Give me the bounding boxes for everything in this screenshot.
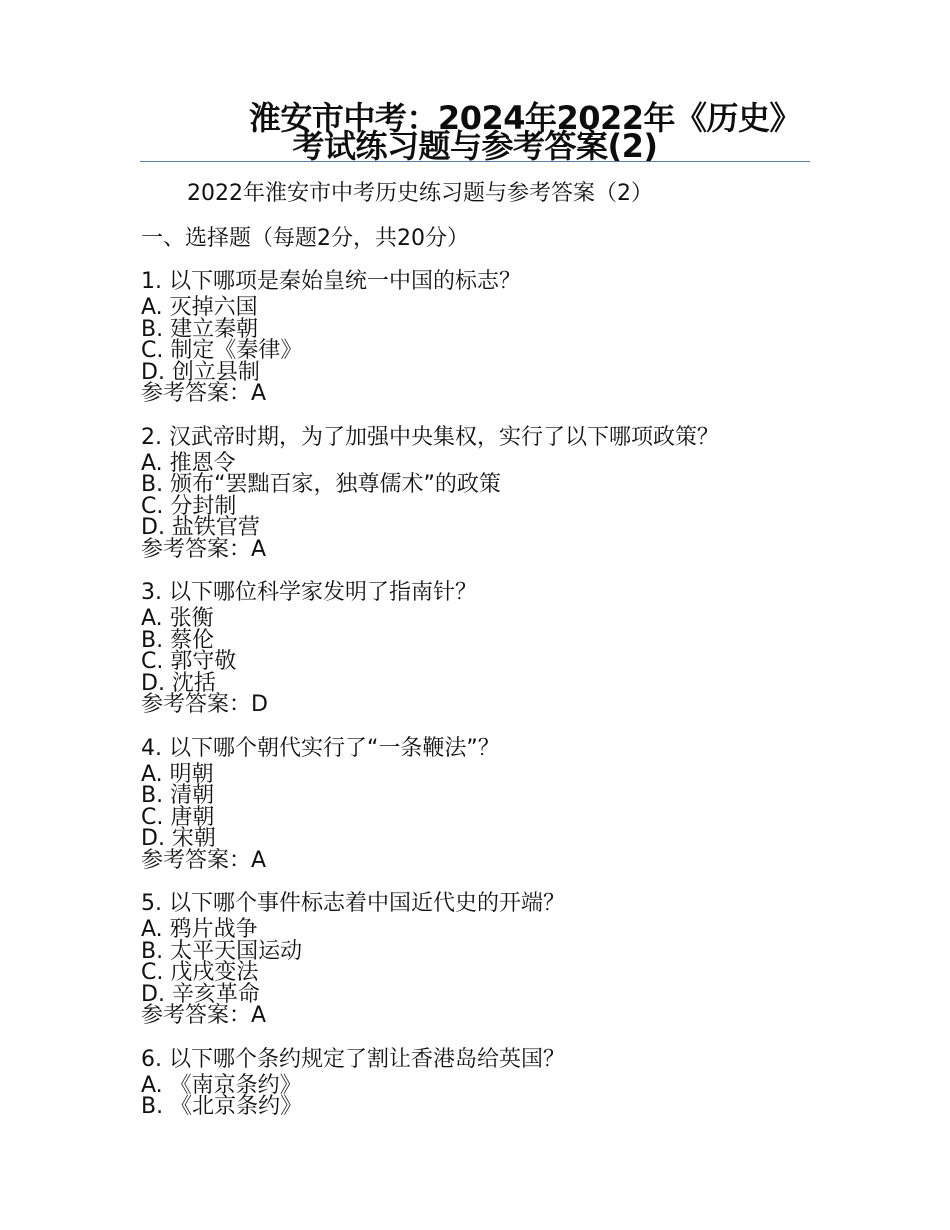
option-c: C. 唐朝	[141, 804, 215, 830]
question-5	[141, 889, 801, 1027]
section-heading: 一、选择题（每题2分，共20分）	[141, 226, 469, 251]
option-a: A. 推恩令	[141, 450, 236, 476]
question-text: 2. 汉武帝时期，为了加强中央集权，实行了以下哪项政策？	[141, 424, 719, 450]
option-a: A. 灭掉六国	[141, 295, 258, 320]
option-b: B. 太平天国运动	[141, 938, 303, 964]
page-title-line-2: 考试练习题与参考答案(2)	[292, 127, 658, 165]
option-c: C. 分封制	[141, 493, 237, 519]
option-a: A. 张衡	[141, 606, 214, 631]
reference-answer: 参考答案：A	[141, 1003, 267, 1028]
question-6	[141, 1045, 801, 1118]
page-title	[140, 99, 810, 165]
reference-answer: 参考答案：D	[141, 692, 268, 717]
question-text: 4. 以下哪个朝代实行了“一条鞭法”？	[141, 735, 500, 761]
question-text: 5. 以下哪个事件标志着中国近代史的开端？	[141, 891, 565, 916]
question-text: 3. 以下哪位科学家发明了指南针？	[141, 580, 477, 605]
question-4	[141, 734, 801, 872]
option-c: C. 戊戌变法	[141, 960, 259, 985]
option-b: B. 颁布“罢黜百家，独尊儒术”的政策	[141, 472, 501, 497]
document-subtitle: 2022年淮安市中考历史练习题与参考答案（2）	[187, 181, 653, 206]
option-a: A. 明朝	[141, 761, 214, 787]
option-b: B. 蔡伦	[141, 627, 215, 653]
reference-answer: 参考答案：A	[141, 847, 267, 873]
option-a: A. 《南京条约》	[141, 1072, 302, 1098]
question-2	[141, 423, 801, 561]
question-list	[141, 267, 801, 1136]
question-1	[141, 267, 801, 405]
reference-answer: 参考答案：A	[141, 381, 267, 406]
option-c: C. 郭守敬	[141, 649, 237, 674]
option-d: D. 盐铁官营	[141, 515, 260, 540]
option-b: B. 建立秦朝	[141, 316, 259, 342]
option-d: D. 辛亥革命	[141, 981, 260, 1007]
option-d: D. 宋朝	[141, 826, 216, 851]
option-c: C. 制定《秦律》	[141, 338, 303, 363]
option-d: D. 创立县制	[141, 359, 260, 385]
reference-answer: 参考答案：A	[141, 536, 267, 562]
option-b: B. 清朝	[141, 783, 215, 808]
page-title-line-1: 淮安市中考：2024年2022年《历史》	[248, 99, 802, 137]
option-b: B. 《北京条约》	[141, 1094, 303, 1119]
question-text: 6. 以下哪个条约规定了割让香港岛给英国？	[141, 1046, 565, 1072]
title-divider	[140, 161, 810, 162]
option-a: A. 鸦片战争	[141, 917, 258, 942]
question-3	[141, 578, 801, 716]
question-text: 1. 以下哪项是秦始皇统一中国的标志？	[141, 269, 521, 294]
option-d: D. 沈括	[141, 670, 216, 696]
